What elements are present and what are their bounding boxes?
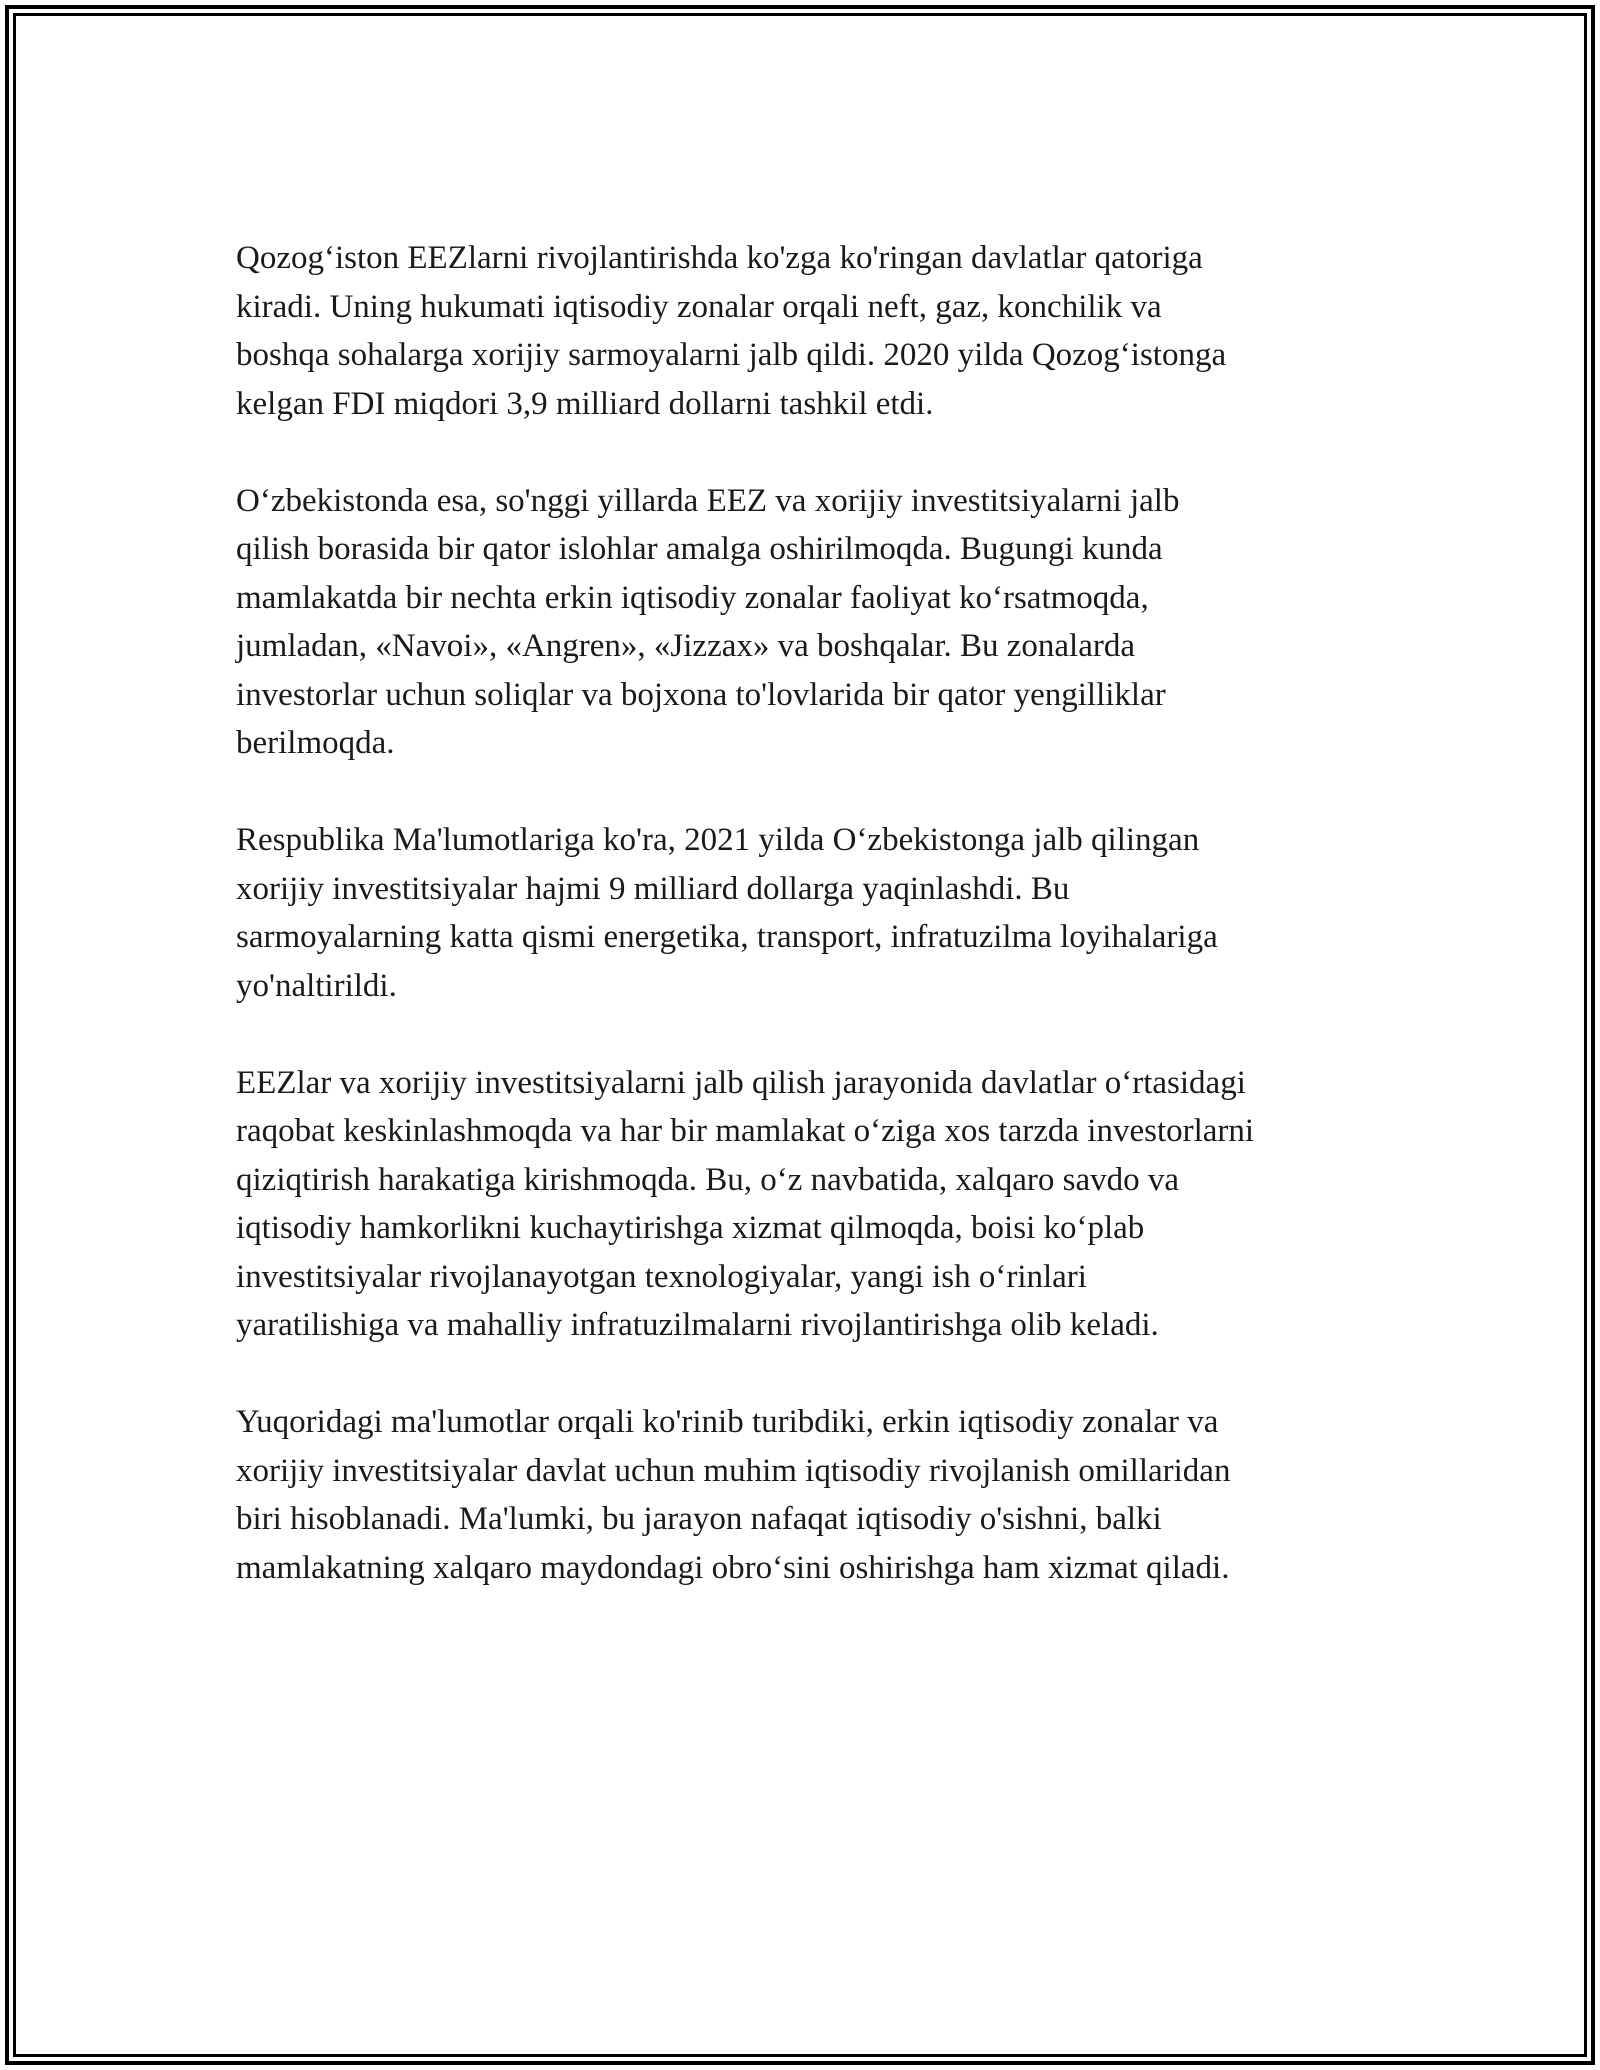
text-line: sarmoyalarning katta qismi energetika, transport, infratuzilma loyihalariga: [236, 919, 1218, 955]
paragraph-4: [236, 1059, 1376, 1350]
text-line: O‘zbekistonda esa, so'nggi yillarda EEZ va xorijiy investitsiyalarni jalb: [236, 482, 1180, 519]
paragraph-1: [236, 234, 1376, 428]
text-line: qiziqtirish harakatiga kirishmoqda. Bu, o‘z navbatida, xalqaro savdo va: [236, 1161, 1179, 1198]
paragraph-2: [236, 477, 1376, 768]
text-line: Yuqoridagi ma'lumotlar orqali ko'rinib turibdiki, erkin iqtisodiy zonalar va: [236, 1404, 1219, 1440]
text-line: boshqa sohalarga xorijiy sarmoyalarni jalb qildi. 2020 yilda Qozog‘istonga: [236, 337, 1227, 373]
text-line: mamlakatda bir nechta erkin iqtisodiy zonalar faoliyat ko‘rsatmoqda,: [236, 579, 1149, 616]
text-line: mamlakatning xalqaro maydondagi obro‘sini oshirishga ham xizmat qiladi.: [236, 1549, 1230, 1586]
text-line: iqtisodiy hamkorlikni kuchaytirishga xizmat qilmoqda, boisi ko‘plab: [236, 1210, 1145, 1246]
text-line: Respublika Ma'lumotlariga ko'ra, 2021 yilda O‘zbekistonga jalb qilingan: [236, 822, 1200, 858]
text-line: berilmoqda.: [236, 725, 395, 761]
text-line: yo'naltirildi.: [236, 967, 397, 1004]
paragraph-5: [236, 1398, 1376, 1592]
text-line: xorijiy investitsiyalar hajmi 9 milliard dollarga yaqinlashdi. Bu: [236, 870, 1070, 907]
text-line: qilish borasida bir qator islohlar amalga oshirilmoqda. Bugungi kunda: [236, 531, 1163, 567]
document-body: [236, 234, 1376, 1641]
paragraph-3: [236, 816, 1376, 1010]
text-line: raqobat keskinlashmoqda va har bir mamlakat o‘ziga xos tarzda investorlarni: [236, 1113, 1255, 1149]
text-line: investorlar uchun soliqlar va bojxona to'lovlarida bir qator yengilliklar: [236, 676, 1166, 713]
text-line: xorijiy investitsiyalar davlat uchun muhim iqtisodiy rivojlanish omillaridan: [236, 1452, 1231, 1489]
text-line: kelgan FDI miqdori 3,9 milliard dollarni tashkil etdi.: [236, 385, 934, 422]
text-line: biri hisoblanadi. Ma'lumki, bu jarayon nafaqat iqtisodiy o'sishni, balki: [236, 1501, 1162, 1537]
text-line: kiradi. Uning hukumati iqtisodiy zonalar orqali neft, gaz, konchilik va: [236, 288, 1162, 325]
text-line: Qozog‘iston EEZlarni rivojlantirishda ko'zga ko'ringan davlatlar qatoriga: [236, 240, 1203, 276]
text-line: EEZlar va xorijiy investitsiyalarni jalb qilish jarayonida davlatlar o‘rtasidagi: [236, 1064, 1246, 1101]
text-line: yaratilishiga va mahalliy infratuzilmalarni rivojlantirishga olib keladi.: [236, 1307, 1159, 1343]
text-line: investitsiyalar rivojlanayotgan texnologiyalar, yangi ish o‘rinlari: [236, 1258, 1087, 1295]
text-line: jumladan, «Navoi», «Angren», «Jizzax» va boshqalar. Bu zonalarda: [236, 628, 1135, 664]
